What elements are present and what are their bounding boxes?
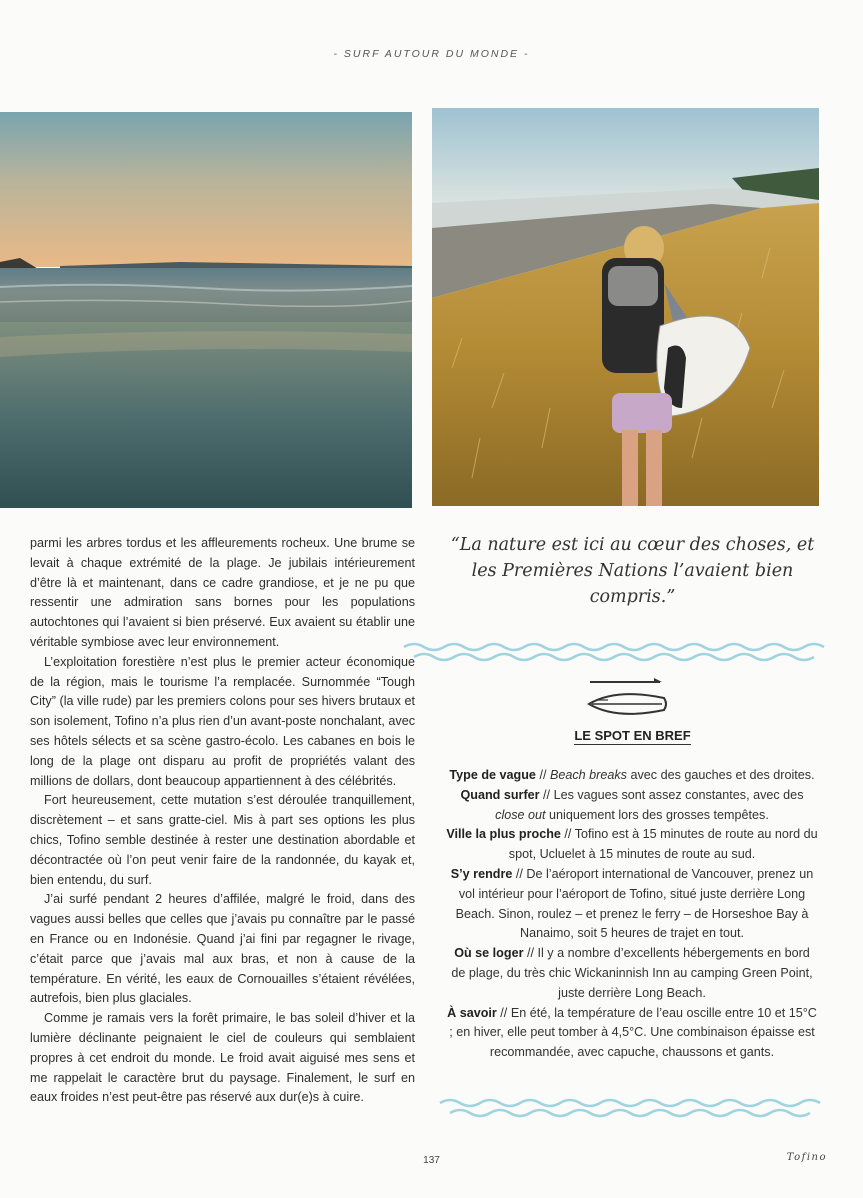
spot-fact bbox=[446, 865, 818, 944]
spot-fact-separator: // bbox=[539, 787, 554, 802]
spot-facts-list bbox=[446, 766, 818, 1063]
spot-fact-label: Type de vague bbox=[449, 768, 536, 782]
spot-fact-text: Beach breaks bbox=[549, 768, 627, 782]
spot-fact bbox=[446, 786, 818, 826]
spot-fact-label: Ville la plus proche bbox=[446, 827, 561, 842]
spot-fact-text: Les vagues sont assez constantes, avec des bbox=[553, 787, 804, 802]
surfer-in-dunes-photo bbox=[432, 108, 819, 506]
spot-fact-label: Où se loger bbox=[454, 946, 524, 961]
section-name: Tofino bbox=[786, 1152, 827, 1163]
spot-fact-text: uniquement lors des grosses tempêtes. bbox=[545, 807, 769, 822]
spot-fact-label: À savoir bbox=[447, 1005, 497, 1020]
spot-fact-text: En été, la température de l’eau oscille entre 10 et 15°C ; en hiver, elle peut tomber à 4,5°C. Une combinaison épaisse est recommandée, avec capuche, chaussons et gants. bbox=[449, 1005, 817, 1060]
wave-divider-icon bbox=[438, 1096, 830, 1120]
spot-fact-separator: // bbox=[535, 768, 550, 782]
spot-fact bbox=[446, 1004, 818, 1063]
article-body bbox=[30, 534, 415, 1108]
article-paragraph: L’exploitation forestière n’est plus le premier acteur économique de la région, mais le tourisme l’a remplacée. Surnommée “Tough City” (la ville rude) par les premiers colons pour ses hivers brutaux et son isolement, Tofino n’a plus rien d’un avant-poste nonchalant, avec ses hôtels sélects et sa scène gastro-écolo. Les cabanes en bois le long de la plage ont disparu au profit de propriétés valant des millions de dollars, dont beaucoup appartiennent à des célébrités. bbox=[30, 654, 415, 788]
spot-fact-separator: // bbox=[512, 866, 527, 881]
spot-fact-separator: // bbox=[560, 827, 575, 842]
spot-fact-label: Quand surfer bbox=[460, 787, 540, 802]
spot-fact-text: close out bbox=[495, 807, 546, 822]
article-paragraph: Fort heureusement, cette mutation s’est déroulée tranquillement, discrètement – et sans gratte-ciel. Mis à part ses options les plus chics, Tofino semble destinée à rester une destination abordable et décontractée où l’on peut venir faire de la randonnée, du kayak et, bien entendu, du surf. bbox=[30, 793, 415, 887]
page-number: 137 bbox=[423, 1155, 440, 1166]
beach-sunset-photo bbox=[0, 112, 412, 508]
spot-title bbox=[440, 728, 825, 743]
spot-title-text: LE SPOT EN BREF bbox=[574, 728, 691, 743]
wave-divider-icon bbox=[402, 640, 827, 664]
article-paragraph: J’ai surfé pendant 2 heures d’affilée, malgré le froid, dans des vagues aussi belles que celles que j’avais pu connaître par le passé en France ou en Indonésie. Quand j’ai fini par regagner le rivage, c’était parce que j’avais mal aux bras, et non à cause de la température. En vérité, les eaux de Cornouailles s’étaient révélées, autrefois, bien plus glaciales. bbox=[30, 892, 415, 1006]
spot-fact bbox=[446, 825, 818, 865]
spot-fact-separator: // bbox=[496, 1005, 511, 1020]
spot-fact-text: avec des gauches et des droites. bbox=[626, 768, 815, 782]
article-paragraph: Comme je ramais vers la forêt primaire, le bas soleil d’hiver et la lumière déclinante peignaient le ciel de couleurs qui semblaient propres à cet endroit du monde. Le froid avait aiguisé mes sens et me rappelait le caractère brut du paysage. Finalement, le surf en eaux froides n’est peut-être pas réservé aux dur(e)s à cuire. bbox=[30, 1011, 415, 1105]
spot-fact-text: Tofino est à 15 minutes de route au nord du spot, Ucluelet à 15 minutes de route au sud. bbox=[508, 827, 818, 862]
spot-fact-text: De l’aéroport international de Vancouver, prenez un vol intérieur pour l’aéroport de Tofino, situé juste derrière Long Beach. Sinon, roulez – et prenez le ferry – de Horseshoe Bay à Nanaimo, soit 5 heures de trajet en tout. bbox=[455, 866, 814, 941]
surfboard-icon bbox=[586, 676, 670, 720]
running-head: - SURF AUTOUR DU MONDE - bbox=[333, 48, 530, 60]
pull-quote: “La nature est ici au cœur des choses, et les Premières Nations l’avaient bien compris.” bbox=[450, 535, 815, 607]
spot-fact bbox=[446, 766, 818, 786]
spot-fact-text: Il y a nombre d’excellents hébergements en bord de plage, du très chic Wickaninnish Inn au camping Green Point, juste derrière Long Beach. bbox=[451, 946, 813, 1000]
spot-fact bbox=[446, 944, 818, 1003]
spot-fact-label: S’y rendre bbox=[450, 866, 513, 881]
spot-fact-separator: // bbox=[523, 946, 538, 961]
article-paragraph: parmi les arbres tordus et les affleurements rocheux. Une brume se levait à chaque extrémité de la plage. Je jubilais intérieurement d’être là et maintenant, dans ce cadre grandiose, et je ne pu que ressentir une admiration sans bornes pour les populations autochtones qui l’avaient si bien préservé. Eux avaient su établir une véritable symbiose avec leur environnement. bbox=[30, 536, 415, 649]
